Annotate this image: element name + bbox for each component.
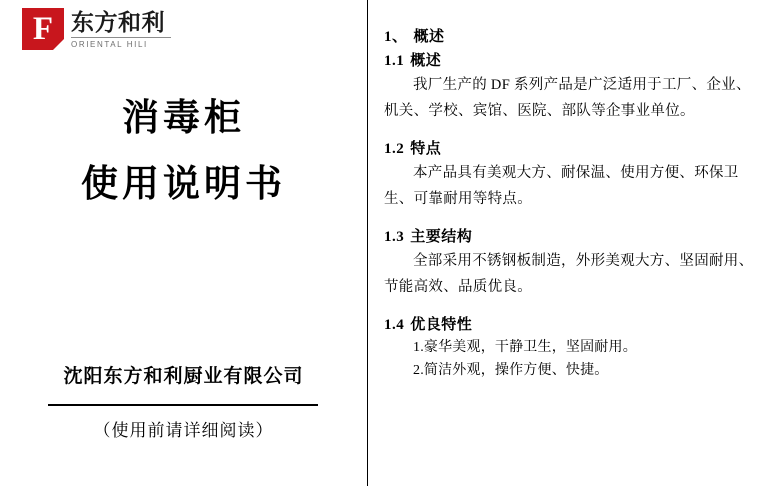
logo-name-cn: 东方和利 [71,9,165,35]
section-title: 主要结构 [410,229,473,245]
cover-note: （使用前请详细阅读） [93,421,274,440]
cover-horizontal-rule [48,404,318,406]
section-paragraph: 本产品具有美观大方、耐保温、使用方便、环保卫生、可靠耐用等特点。 [384,165,739,207]
section-number: 1.2 [384,141,405,157]
section-number: 1.4 [384,317,405,333]
chapter-number: 1、 [384,29,408,45]
list-item: 2.简洁外观，操作方便、快捷。 [413,363,609,378]
company-name: 沈阳东方和利厨业有限公司 [63,366,304,387]
logo-underline [71,37,171,38]
section-number: 1.1 [384,53,405,69]
section-paragraph: 我厂生产的 DF 系列产品是广泛适用于工厂、企业、机关、学校、宾馆、医院、部队等企事业单位。 [384,77,751,119]
section-heading [384,314,759,336]
logo-letter: F [32,11,54,47]
section-heading [384,138,759,160]
section-number: 1.3 [384,229,405,245]
section-paragraph: 全部采用不锈钢板制造，外形美观大方、坚固耐用、节能高效、品质优良。 [384,253,754,295]
logo-text-block [71,10,171,49]
logo-mark-icon [22,8,64,50]
section-1-4 [384,314,759,382]
chapter-title: 概述 [413,29,445,45]
section-1-2 [384,138,759,212]
page-title [0,96,367,208]
section-title: 概述 [410,53,442,69]
content-panel [368,0,777,486]
section-title: 特点 [410,141,442,157]
section-heading [384,226,759,248]
logo-corner-cut [52,38,65,51]
title-doctype: 使用说明书 [81,164,286,205]
company-logo [22,6,174,52]
section-title: 优良特性 [410,317,473,333]
title-product: 消毒柜 [122,98,245,139]
section-heading [384,50,759,72]
section-1-1 [384,50,759,124]
chapter-heading [384,26,759,48]
cover-panel [0,0,367,486]
logo-name-en: ORIENTAL HILI [71,39,148,49]
section-1-3 [384,226,759,300]
list-item: 1.豪华美观，干静卫生，坚固耐用。 [413,340,637,355]
